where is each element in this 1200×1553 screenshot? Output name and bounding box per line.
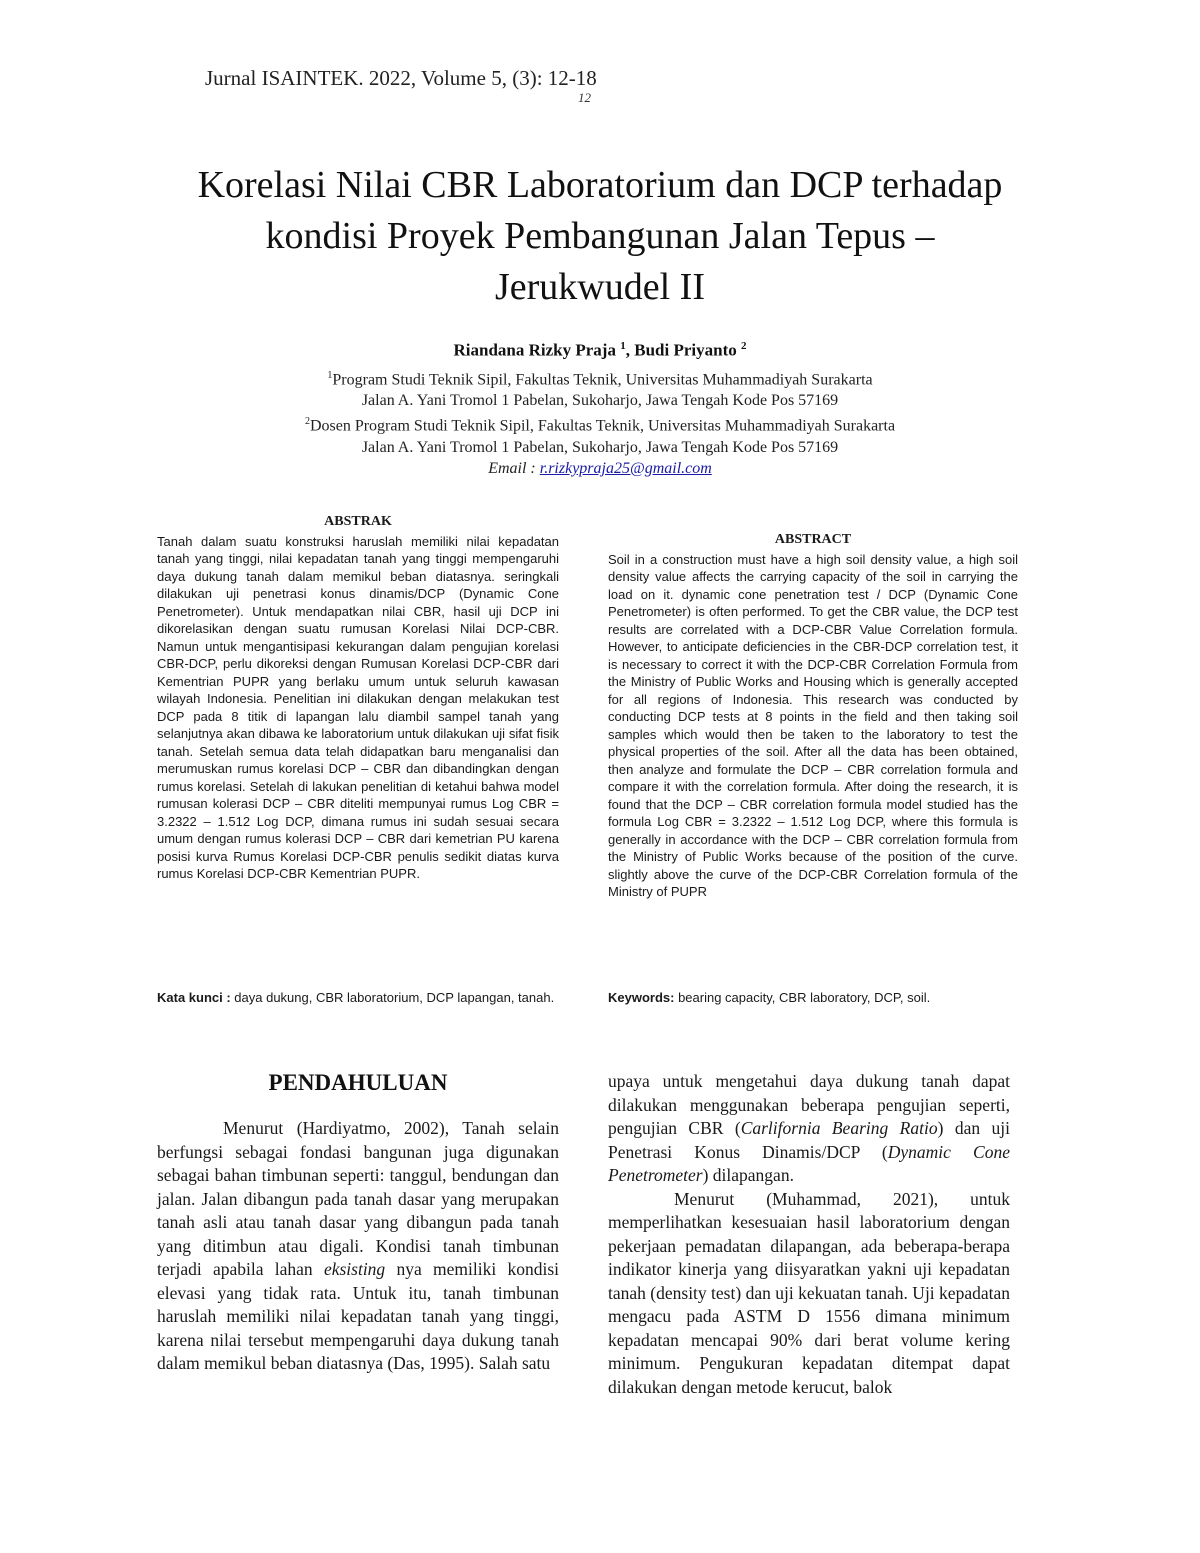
affiliation-1-text: Program Studi Teknik Sipil, Fakultas Teknik, Universitas Muhammadiyah Surakarta bbox=[332, 371, 873, 389]
paper-title bbox=[100, 160, 1100, 313]
intro-p2-italic-1: Carlifornia Bearing Ratio bbox=[740, 1118, 938, 1138]
kata-kunci-text: daya dukung, CBR laboratorium, DCP lapangan, tanah. bbox=[230, 990, 555, 1005]
email-line bbox=[100, 458, 1100, 479]
kata-kunci bbox=[157, 988, 559, 1007]
email-link[interactable]: r.rizkypraja25@gmail.com bbox=[539, 459, 712, 477]
author-1: Riandana Rizky Praja bbox=[453, 340, 616, 360]
abstract-heading: ABSTRACT bbox=[774, 532, 852, 547]
introduction-paragraph-2 bbox=[608, 1070, 1010, 1188]
abstrak-text: Tanah dalam suatu konstruksi haruslah memiliki nilai kepadatan tanah yang tinggi, nilai kepadatan tanah yang tinggi mempengaruhi daya dukung tanah dalam memikul beban diatasnya. seringkali dilakukan uji penetrasi konus dinamis/DCP (Dynamic Cone Penetrometer). Untuk mendapatkan nilai CBR, hasil uji DCP ini dikorelasikan dengan suatu rumusan Korelasi Nilai DCP-CBR. Namun untuk mengantisipasi kekurangan dalam pengujian korelasi CBR-DCP, perlu dikoreksi dengan Rumusan Korelasi DCP-CBR dari Kementrian PUPR yang berlaku umum untuk seluruh kawasan wilayah Indonesia. Penelitian ini dilakukan dengan melakukan test DCP pada 8 titik di lapangan lalu diambil sampel tanah yang selanjutnya akan dibawa ke laboratorium untuk dilakukan uji sifat fisik tanah. Setelah semua data telah didapatkan baru menganalisi dan merumuskan rumus korelasi DCP – CBR dan dibandingkan dengan rumus korelasi. Setelah di lakukan penelitian di ketahui bahwa model rumusan kolerasi DCP – CBR diteliti mempunyai rumus Log CBR = 3.2322 – 1.512 Log DCP, dimana rumus ini sudah sesuai secara umum dengan rumus kolerasi DCP – CBR dari kemetrian PU karena posisi kurva Rumus Korelasi DCP-CBR penulis sedikit diatas kurva rumus Korelasi DCP-CBR Kementrian PUPR. bbox=[157, 533, 559, 881]
author-1-affiliation-mark: 1 bbox=[620, 340, 626, 352]
title-line-3: Jerukwudel II bbox=[495, 266, 705, 308]
author-list bbox=[100, 340, 1100, 361]
journal-citation: Jurnal ISAINTEK. 2022, Volume 5, (3): 12-18 bbox=[205, 66, 597, 90]
author-2-affiliation-mark: 2 bbox=[740, 340, 747, 352]
introduction-right-column bbox=[608, 1070, 1010, 1399]
introduction-paragraph-1 bbox=[157, 1117, 559, 1376]
intro-p1-text: Menurut (Hardiyatmo, 2002), Tanah selain berfungsi sebagai fondasi bangunan juga digunakan sebagai bahan timbunan seperti: tanggul, bendungan dan jalan. Jalan dibangun pada tanah dasar yang merupakan tanah asli atau tanah dasar yang dibangun pada tanah yang ditimbun atau digali. Kondisi tanah timbunan terjadi apabila lahan bbox=[157, 1118, 559, 1279]
affiliation-1-mark: 1 bbox=[327, 370, 333, 381]
affiliation-1 bbox=[100, 365, 1100, 390]
kata-kunci-label: Kata kunci : bbox=[157, 990, 231, 1005]
intro-p3-text: Menurut (Muhammad, 2021), untuk memperlihatkan kesesuaian hasil laboratorium dengan pekerjaan pemadatan dilapangan, ada beberapa-berapa indikator kinerja yang diisyaratkan yakni uji kepadatan tanah (density test) dan uji kekuatan tanah. Uji kepadatan mengacu pada ASTM D 1556 dimana minimum kepadatan mencapai 90% dari berat volume kering minimum. Pengukuran kepadatan ditempat dapat dilakukan dengan metode kerucut, balok bbox=[608, 1188, 1010, 1397]
intro-p2-c: ) dilapangan. bbox=[702, 1165, 794, 1185]
title-line-1: Korelasi Nilai CBR Laboratorium dan DCP terhadap bbox=[197, 164, 1003, 206]
affiliations bbox=[100, 365, 1100, 479]
keywords bbox=[608, 988, 1018, 1007]
affiliation-2-mark: 2 bbox=[304, 416, 310, 428]
abstrak-heading: ABSTRAK bbox=[324, 514, 392, 529]
email-label: Email : bbox=[488, 459, 540, 477]
affiliation-2-text: Dosen Program Studi Teknik Sipil, Fakultas Teknik, Universitas Muhammadiyah Surakarta bbox=[309, 417, 896, 435]
introduction-paragraph-3 bbox=[608, 1188, 1010, 1400]
intro-p2-italic-2: Dynamic Cone Penetrometer bbox=[608, 1141, 1010, 1185]
section-heading-pendahuluan: PENDAHULUAN bbox=[268, 1070, 448, 1095]
abstract-section bbox=[608, 531, 1018, 901]
intro-p1-italic: eksisting bbox=[323, 1259, 386, 1279]
intro-p2-b: ) dan uji Penetrasi Konus Dinamis/DCP ( bbox=[608, 1118, 1010, 1162]
affiliation-2-address: Jalan A. Yani Tromol 1 Pabelan, Sukoharjo, Jawa Tengah Kode Pos 57169 bbox=[361, 438, 839, 456]
author-2: Budi Priyanto bbox=[634, 340, 737, 360]
intro-p1-end: nya memiliki kondisi elevasi yang tidak rata. Untuk itu, tanah timbunan haruslah memiliki nilai kepadatan tanah yang tinggi, karena nilai tersebut mempengaruhi daya dukung tanah dalam memikul beban diatasnya (Das, 1995). Salah satu bbox=[157, 1259, 559, 1373]
page-number: 12 bbox=[578, 90, 591, 105]
abstract-text: Soil in a construction must have a high soil density value, a high soil density value affects the carrying capacity of the soil in carrying the load on it. dynamic cone penetration test / DCP (Dynamic Cone Penetrometer) is often performed. To get the CBR value, the DCP test results are correlated with a DCP-CBR Value Correlation formula. However, to anticipate deficiencies in the CBR-DCP correlation test, it is necessary to correct it with the DCP-CBR Correlation Formula from the Ministry of Public Works and Housing which is generally accepted for all regions of Indonesia. This research was conducted by conducting DCP tests at 8 points in the field and then taking soil samples which would then be taken to the laboratory to test the physical properties of the soil. After all the data has been obtained, then analyze and formulate the DCP – CBR correlation formula and compare it with the correlation formula. After doing the research, it is found that the DCP – CBR correlation formula model studied has the formula Log CBR = 3.2322 – 1.512 Log DCP, where this formula is generally in accordance with the DCP – CBR correlation formula from the Ministry of Public Works because of the position of the curve. slightly above the curve of the DCP-CBR Correlation formula of the Ministry of PUPR bbox=[608, 551, 1018, 899]
keywords-text: bearing capacity, CBR laboratory, DCP, soil. bbox=[674, 990, 931, 1005]
affiliation-1-address: Jalan A. Yani Tromol 1 Pabelan, Sukoharjo, Jawa Tengah Kode Pos 57169 bbox=[361, 392, 839, 410]
keywords-label: Keywords: bbox=[608, 990, 675, 1005]
introduction-left-column bbox=[157, 1117, 559, 1376]
abstrak-section bbox=[157, 513, 559, 883]
intro-p2-a: upaya untuk mengetahui daya dukung tanah dapat dilakukan menggunakan beberapa pengujian seperti, pengujian CBR ( bbox=[608, 1071, 1010, 1138]
author-separator: , bbox=[625, 340, 635, 360]
affiliation-2 bbox=[100, 411, 1100, 436]
title-line-2: kondisi Proyek Pembangunan Jalan Tepus – bbox=[265, 215, 935, 257]
